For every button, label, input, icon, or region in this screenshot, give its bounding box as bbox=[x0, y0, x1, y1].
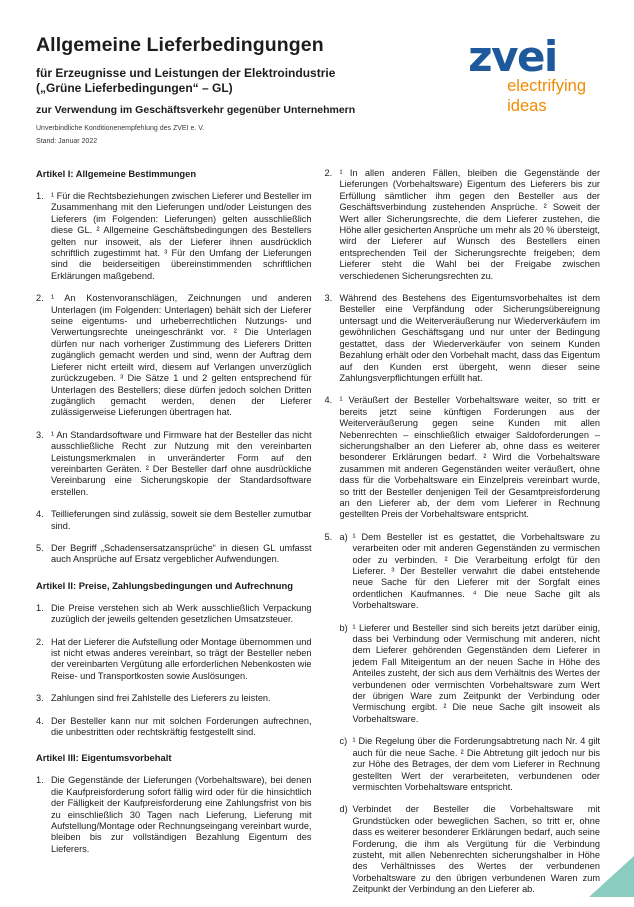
corner-triangle-decoration bbox=[589, 856, 634, 897]
item-number: 3. bbox=[36, 429, 44, 440]
list-item bbox=[36, 430, 312, 498]
article-heading: Artikel II: Preise, Zahlungsbedingungen und Aufrechnung bbox=[36, 579, 293, 591]
list-item bbox=[36, 775, 312, 855]
item-number: 2. bbox=[324, 168, 333, 178]
item-text: Der Begriff „Schadensersatzansprüche“ in diesen GL umfasst auch Ansprüche auf Ersatz vergeblicher Aufwendungen. bbox=[51, 542, 312, 565]
list-item bbox=[36, 293, 312, 418]
list-item bbox=[36, 543, 312, 566]
item-number: 2. bbox=[36, 636, 44, 647]
item-sub-marker: c) bbox=[339, 736, 348, 747]
list-item bbox=[36, 509, 312, 532]
item-number: 1. bbox=[36, 602, 44, 613]
item-number bbox=[325, 804, 340, 895]
subtitle-line-2: („Grüne Lieferbedingungen“ – GL) bbox=[36, 81, 233, 95]
list-item bbox=[325, 293, 601, 384]
logo-tagline-line-1: electrifying bbox=[507, 77, 586, 95]
document-header bbox=[36, 34, 600, 145]
item-text: ¹ Lieferer und Besteller sind sich bereits jetzt darüber einig, dass bei Verbindung oder Vermischung mit anderen, nicht dem Lieferer gehörenden Gegenständen dem Lieferer in jedem Fall Miteigentum an der neuen Sache in Höhe des Anteiles zusteht, der sich aus dem Verhältnis des Wertes der verbundenen oder vermischten Vorbehaltsware zum Wert der übrigen Ware zum Zeitpunkt der Verbindung oder Vermischung ergibt. ² Die neue Sache gilt insoweit als Vorbehaltsware. bbox=[352, 622, 601, 724]
item-number: 5. bbox=[36, 542, 44, 553]
column-right bbox=[325, 168, 601, 907]
item-number: 3. bbox=[324, 293, 333, 304]
item-text: ¹ An Standardsoftware und Firmware hat der Besteller das nicht ausschließliche Recht zur Nutzung mit den vereinbarten Leistungsmerkmalen in unveränderter Form auf den vereinbarten Geräten. ² Der Besteller darf ohne ausdrückliche Vereinbarung eine Sicherungskopie der Standardsoftware erstellen. bbox=[51, 429, 312, 497]
item-text: Hat der Lieferer die Aufstellung oder Montage übernommen und ist nicht etwas anderes vereinbart, so trägt der Besteller neben der vereinbarten Vergütung alle erforderlichen Nebenkosten wie Reise- und Transportkosten sowie Auslösungen. bbox=[51, 636, 312, 681]
list-item bbox=[36, 693, 312, 704]
list-item bbox=[36, 716, 312, 739]
item-number: 2. bbox=[36, 293, 44, 304]
item-text: ¹ Für die Rechtsbeziehungen zwischen Lieferer und Besteller im Zusammenhang mit den Lieferungen und/oder Leistungen des Lieferers (im Folgenden: Lieferungen) gelten ausschließlich diese GL. ² Allgemeine Geschäftsbedingungen des Bestellers gelten nur insoweit, als der Lieferer ihnen ausdrücklich schriftlich zugestimmt hat. ³ Für den Umfang der Lieferungen sind die beiderseitigen übereinstimmenden schriftlichen Erklärungen maßgebend. bbox=[51, 191, 312, 281]
list-item bbox=[36, 603, 312, 626]
item-text: Verbindet der Besteller die Vorbehaltsware mit Grundstücken oder beweglichen Sachen, so tritt er, ohne dass es weiterer besonderer Erklärungen bedarf, auch seine Forderung, die ihm als Vergütung für die Verbindung zusteht, mit allen Nebenrechten sicherungshalber in Höhe des Verhältnisses des Wertes der verbundenen Vorbehaltsware zu den übrigen verbundenen Waren zum Zeitpunkt der Verbindung an den Lieferer ab. bbox=[352, 804, 600, 895]
zvei-wordmark: zvei bbox=[468, 32, 557, 81]
item-sub-marker: a) bbox=[339, 531, 348, 542]
item-number bbox=[325, 623, 340, 726]
list-item bbox=[325, 736, 601, 793]
item-text: ¹ An Kostenvoranschlägen, Zeichnungen und anderen Unterlagen (im Folgenden: Unterlagen) behält sich der Lieferer seine eigentums- und urheberrechtlichen Nutzungs- und Verwertungsrechte uneingeschränkt vor. ² Die Unterlagen dürfen nur nach vorheriger Zustimmung des Lieferers Dritten zugänglich gemacht werden und sind, wenn der Auftrag dem Lieferer nicht erteilt wird, diesem auf Verlangen unverzüglich zurückzugeben. ³ Die Sätze 1 und 2 gelten entsprechend für Unterlagen des Bestellers; diese dürfen jedoch solchen Dritten zugänglich gemacht werden, denen der Lieferer zulässigerweise Lieferungen übertragen hat. bbox=[51, 293, 312, 418]
article-heading: Artikel I: Allgemeine Bestimmungen bbox=[36, 168, 197, 179]
column-left bbox=[36, 168, 312, 907]
usage-line: zur Verwendung im Geschäftsverkehr gegenüber Unternehmern bbox=[36, 104, 356, 116]
page-title: Allgemeine Lieferbedingungen bbox=[36, 34, 324, 56]
list-item bbox=[325, 623, 601, 726]
item-text: Während des Bestehens des Eigentumsvorbehaltes ist dem Besteller eine Verpfändung oder Sicherungsübereignung untersagt und die Weiterveräußerung nur Wiederverkäufern im gewöhnlichen Geschäftsgang und nur unter der Bedingung gestattet, dass der Wiederverkäufer von seinem Kunden Bezahlung erhält oder den Vorbehalt macht, dass das Eigentum auf den Kunden erst übergeht, wenn dieser seine Zahlungsverpflichtungen erfüllt hat. bbox=[339, 293, 600, 383]
item-text: Die Gegenstände der Lieferungen (Vorbehaltsware), bei denen die Kaufpreisforderung sofort fällig wird oder für die hinsichtlich der Fälligkeit der Kaufpreisforderung eine Zahlungsfrist von bis zu einschließlich 30 Tagen nach Lieferung, Lieferung mit Aufstellung/Montage oder Rechnungseingang vereinbart wurde, bleiben bis zur vollständigen Bezahlung Eigentum des Lieferers. bbox=[51, 775, 312, 854]
article-heading: Artikel III: Eigentumsvorbehalt bbox=[36, 752, 172, 764]
item-text: Zahlungen sind frei Zahlstelle des Lieferers zu leisten. bbox=[51, 693, 271, 704]
item-number: 4. bbox=[36, 509, 44, 520]
list-item bbox=[325, 804, 601, 895]
date-line: Stand: Januar 2022 bbox=[36, 138, 98, 145]
logo-tagline-line-2: ideas bbox=[507, 96, 547, 115]
item-text: ¹ Die Regelung über die Forderungsabtretung nach Nr. 4 gilt auch für die neue Sache. ² Die Abtretung gilt jedoch nur bis zur Höhe des Betrages, der dem vom Lieferer in Rechnung gestellten Wert der verarbeiteten, verbundenen oder vermischten Vorbehaltsware entspricht. bbox=[352, 736, 600, 792]
item-number bbox=[325, 736, 340, 793]
item-number: 1. bbox=[36, 191, 44, 201]
item-text: Teillieferungen sind zulässig, soweit sie dem Besteller zumutbar sind. bbox=[51, 509, 312, 531]
item-text: ¹ Dem Besteller ist es gestattet, die Vorbehaltsware zu verarbeiten oder mit anderen Gegenständen zu vermischen oder zu verbinden. ² Die Verarbeitung erfolgt für den Lieferer. ³ Der Besteller verwahrt die dabei entstehende neue Sache für den Lieferer mit der Sorgfalt eines ordentlichen Kaufmannes. ⁴ Die neue Sache gilt als Vorbehaltsware. bbox=[352, 531, 600, 611]
item-sub-marker: b) bbox=[339, 622, 348, 633]
item-text: ¹ Veräußert der Besteller Vorbehaltsware weiter, so tritt er bereits jetzt seine künftigen Forderungen aus der Weiterveräußerung gegen seine Kunden mit allen Nebenrechten – einschließlich etwaiger Saldoforderungen – sicherungshalber an den Lieferer ab, ohne dass es weiterer besonderer Erklärungen bedarf. ² Wird die Vorbehaltsware zusammen mit anderen Gegenständen weiter veräußert, ohne dass für die Vorbehaltsware ein Einzelpreis vereinbart wurde, so tritt der Besteller denjenigen Teil der Gesamtpreisforderung an den Lieferer ab, der dem vom Lieferer in Rechnung gestellten Preis der Vorbehaltsware entspricht. bbox=[339, 395, 600, 520]
list-item bbox=[36, 191, 312, 282]
header-text-block bbox=[36, 34, 355, 145]
recommendation-line: Unverbindliche Konditionenempfehlung des ZVEI e. V. bbox=[36, 125, 205, 132]
item-number: 3. bbox=[36, 693, 44, 704]
item-text: Der Besteller kann nur mit solchen Forderungen aufrechnen, die unbestritten oder rechtskräftig festgestellt sind. bbox=[51, 715, 312, 738]
item-number: 4. bbox=[36, 715, 44, 726]
two-column-body bbox=[36, 168, 600, 907]
item-number: 5. bbox=[324, 531, 333, 542]
item-number: 4. bbox=[324, 395, 333, 406]
item-sub-marker: d) bbox=[339, 804, 348, 815]
subtitle-line-1: für Erzeugnisse und Leistungen der Elektroindustrie bbox=[36, 66, 336, 80]
list-item bbox=[325, 532, 601, 612]
zvei-logo bbox=[468, 34, 600, 115]
item-text: ¹ In allen anderen Fällen, bleiben die Gegenstände der Lieferungen (Vorbehaltsware) Eigentum des Lieferers bis zur Erfüllung sämtlicher ihm gegen den Besteller aus der Geschäftsverbindung zustehenden Ansprüche. ² Soweit der Wert aller Sicherungsrechte, die dem Lieferer zustehen, die Höhe aller gesicherten Ansprüche um mehr als 20 % übersteigt, wird der Lieferer auf Wunsch des Bestellers einen entsprechenden Teil der Sicherungsrechte freigeben; dem Lieferer steht die Wahl bei der Freigabe zwischen verschiedenen Sicherungsrechten zu. bbox=[339, 168, 600, 281]
item-number: 1. bbox=[36, 775, 44, 786]
item-text: Die Preise verstehen sich ab Werk ausschließlich Verpackung zuzüglich der jeweils geltenden gesetzlichen Umsatzsteuer. bbox=[51, 602, 312, 625]
list-item bbox=[36, 637, 312, 683]
list-item bbox=[325, 395, 601, 520]
list-item bbox=[325, 168, 601, 282]
